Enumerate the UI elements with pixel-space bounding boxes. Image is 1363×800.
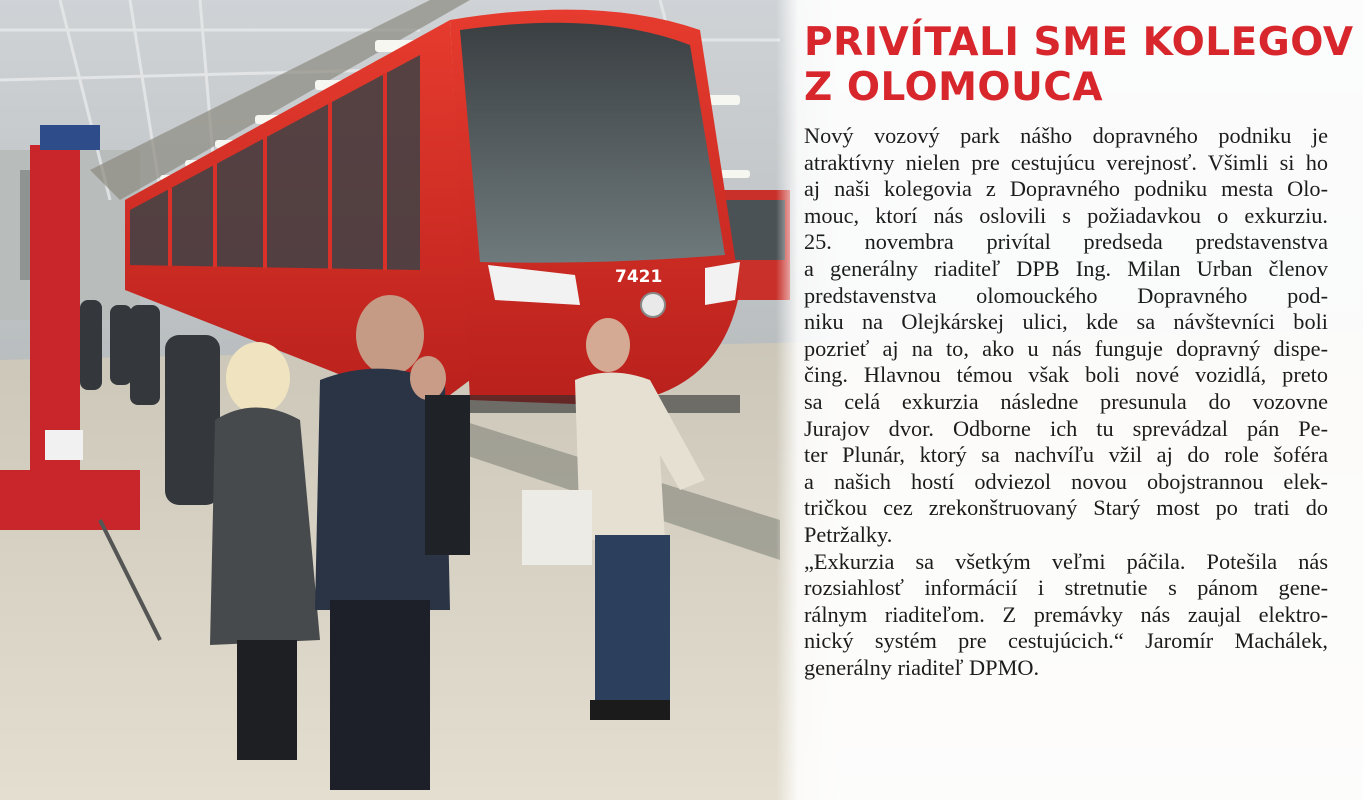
body-line: Jurajov dvor. Odborne ich tu sprevádzal pán Pe- xyxy=(804,415,1328,441)
body-line: Petržalky. xyxy=(804,521,893,547)
body-line: „Exkurzia sa všetkým veľmi páčila. Potešila nás xyxy=(804,548,1328,574)
body-line: 25. novembra privítal predseda predstavenstva xyxy=(804,229,1328,255)
body-line: čing. Hlavnou témou však boli nové vozidlá, preto xyxy=(804,362,1328,388)
body-line: a našich hostí odviezol novou obojstrannou elek- xyxy=(804,468,1328,494)
body-line: generálny riaditeľ DPMO. xyxy=(804,654,1040,680)
article-body xyxy=(804,123,1328,681)
body-line: predstavenstva olomouckého Dopravného pod- xyxy=(804,282,1328,308)
headline-line: PRIVÍTALI SME KOLEGOV xyxy=(804,20,1354,65)
article-headline xyxy=(804,20,1354,110)
body-line: mouc, ktorí nás oslovili s požiadavkou o exkurziu. xyxy=(804,202,1328,228)
headline-line: Z OLOMOUCA xyxy=(804,65,1104,110)
body-line: rozsiahlosť informácií i stretnutie s pánom gene- xyxy=(804,575,1328,601)
body-line: pozrieť aj na to, ako u nás funguje dopravný dispe- xyxy=(804,335,1328,361)
body-line: tričkou cez zrekonštruovaný Starý most po trati do xyxy=(804,495,1328,521)
body-line: niku na Olejkárskej ulici, kde sa návštevníci boli xyxy=(804,309,1328,335)
body-line: nický systém pre cestujúcich.“ Jaromír Machálek, xyxy=(804,628,1328,654)
body-line: rálnym riaditeľom. Z premávky nás zaujal elektro- xyxy=(804,601,1328,627)
body-line: a generálny riaditeľ DPB Ing. Milan Urban členov xyxy=(804,255,1328,281)
body-line: ter Plunár, ktorý sa nachvíľu vžil aj do role šoféra xyxy=(804,442,1328,468)
body-line: atraktívny nielen pre cestujúcu verejnosť. Všimli si ho xyxy=(804,149,1328,175)
body-line: Nový vozový park nášho dopravného podniku je xyxy=(804,123,1328,148)
tram-number: 7421 xyxy=(615,267,663,287)
body-line: aj naši kolegovia z Dopravného podniku mesta Olo- xyxy=(804,176,1328,202)
body-line: sa celá exkurzia následne presunula do vozovne xyxy=(804,388,1328,414)
article-panel xyxy=(776,0,1363,800)
